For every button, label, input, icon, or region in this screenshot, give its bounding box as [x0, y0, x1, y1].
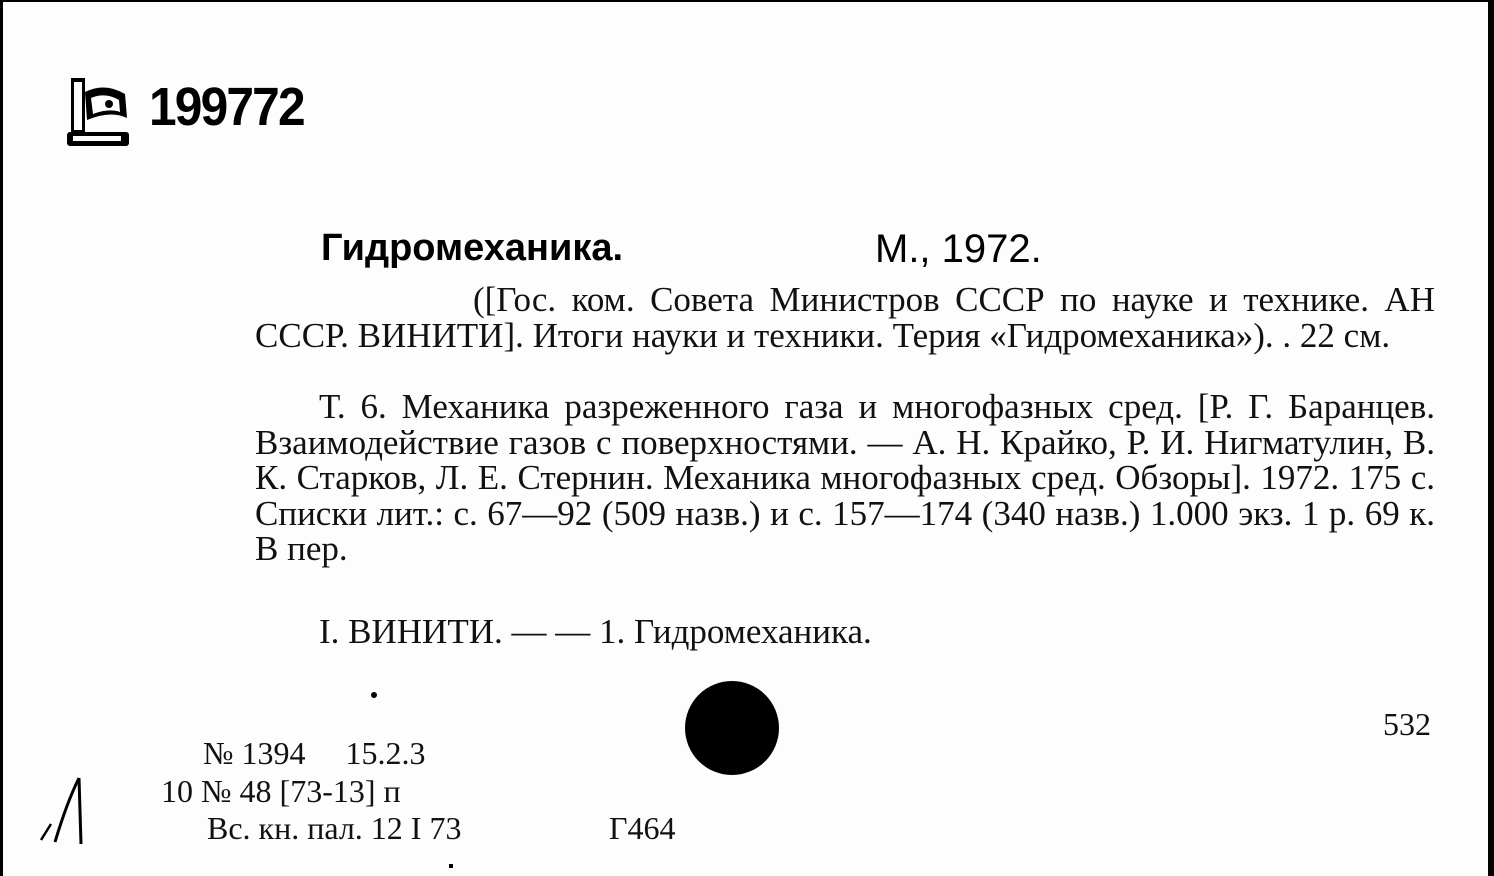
- series-note: ([Гос. ком. Совета Министров СССР по науке и технике. АН СССР. ВИНИТИ]. Итоги науки и техники. Терия «Гидромеханика»). . 22 см.: [255, 280, 1435, 355]
- footer-number-2: № 48: [201, 773, 272, 809]
- footer-index: 15.2.3: [345, 735, 426, 771]
- handwritten-mark-icon: [37, 772, 97, 846]
- library-stamp-icon: [65, 74, 135, 150]
- page-reference: 532: [1383, 706, 1431, 742]
- footer-line-3: Вс. кн. пал. 12 I 73: [207, 810, 462, 846]
- place-year: М., 1972.: [875, 227, 1042, 271]
- book-title: Гидромеханика.: [321, 227, 624, 269]
- footer-rest: [73-13] п: [279, 773, 401, 809]
- tick-mark: [449, 864, 453, 868]
- footer-line-1: [203, 735, 426, 772]
- punch-hole: [685, 681, 779, 775]
- footer-number: № 1394: [203, 735, 306, 771]
- tracing-line: I. ВИНИТИ. — — 1. Гидромеханика.: [319, 612, 872, 651]
- inventory-number: 199772: [149, 77, 304, 137]
- ink-dot: [371, 692, 377, 698]
- volume-contents: Т. 6. Механика разреженного газа и многофазных сред. [Р. Г. Баранцев. Взаимодействие газов с поверхностями. — А. Н. Крайко, Р. И. Нигматулин, В. К. Старков, Л. Е. Стернин. Механика многофазных сред. Обзоры]. 1972. 175 с. Списки лит.: с. 67—92 (509 назв.) и с. 157—174 (340 назв.) 1.000 экз. 1 р. 69 к. В пер.: [255, 387, 1435, 568]
- footer-code: Г464: [609, 810, 676, 846]
- footer-line-2: [161, 773, 401, 810]
- footer-prefix: 10: [161, 773, 193, 809]
